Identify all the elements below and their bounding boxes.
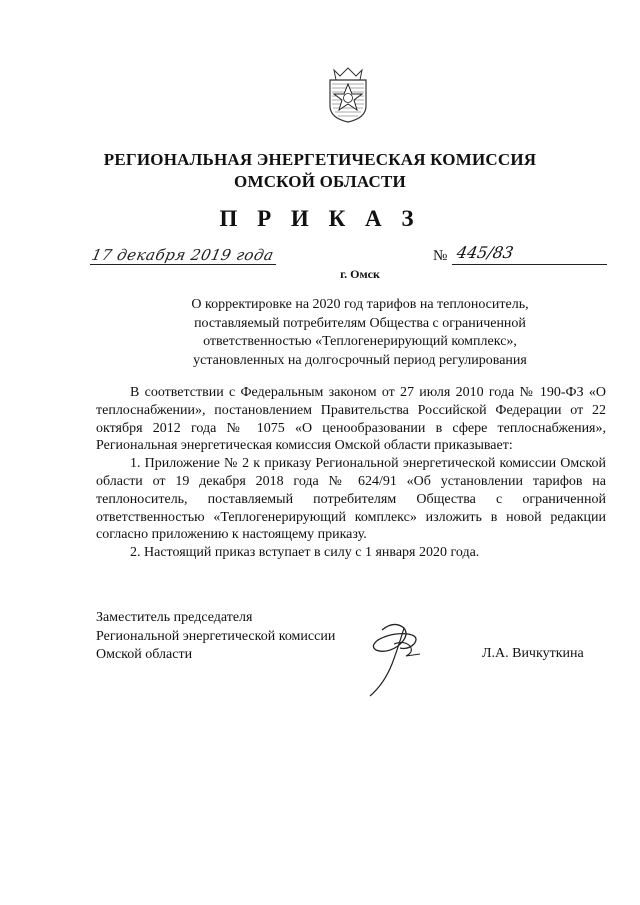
order-body: [96, 384, 606, 562]
item-1-paragraph: 1. Приложение № 2 к приказу Региональной энергетической комиссии Омской области от 19 декабря 2018 года № 624/91 «Об установлении тарифов на теплоноситель, поставляемый потребителям Общества с ограниченной ответственностью «Теплогенерирующий комплекс» изложить в новой редакции согласно приложению к настоящему приказу.: [96, 456, 606, 543]
number-underline: [452, 264, 607, 265]
order-number: 445/83: [455, 243, 515, 262]
subject-line: ответственностью «Теплогенерирующий комплекс»,: [203, 334, 517, 349]
subject-line: О корректировке на 2020 год тарифов на теплоноситель,: [191, 297, 529, 312]
handwritten-signature-icon: [364, 618, 430, 700]
coat-of-arms-icon: [326, 66, 370, 124]
signatory-name: Л.А. Вичкуткина: [482, 646, 584, 661]
order-number-label: №: [433, 248, 448, 264]
organization-name-line1: РЕГИОНАЛЬНАЯ ЭНЕРГЕТИЧЕСКАЯ КОМИССИЯ: [103, 150, 537, 169]
date-underline: [90, 264, 276, 265]
item-2-paragraph: 2. Настоящий приказ вступает в силу с 1 января 2020 года.: [130, 545, 480, 561]
order-date: 17 декабря 2019 года: [90, 246, 276, 264]
signatory-position: [96, 609, 335, 665]
position-line: Заместитель председателя: [96, 610, 253, 625]
subject-line: установленных на долгосрочный период регулирования: [193, 352, 527, 368]
city: г. Омск: [340, 267, 380, 281]
order-subject: [150, 296, 570, 370]
document-title: П Р И К А З: [219, 206, 421, 231]
subject-line: поставляемый потребителям Общества с ограниченной: [194, 315, 526, 331]
organization-name-line2: ОМСКОЙ ОБЛАСТИ: [234, 172, 406, 191]
position-line: Региональной энергетической комиссии: [96, 628, 336, 644]
preamble-paragraph: В соответствии с Федеральным законом от 27 июля 2010 года № 190-ФЗ «О теплоснабжении», постановлением Правительства Российской Федерации от 22 октября 2012 года № 1075 «О ценообразовании в сфере теплоснабжения», Региональная энергетическая комиссия Омской области приказывает:: [96, 385, 606, 454]
position-line: Омской области: [96, 647, 193, 662]
